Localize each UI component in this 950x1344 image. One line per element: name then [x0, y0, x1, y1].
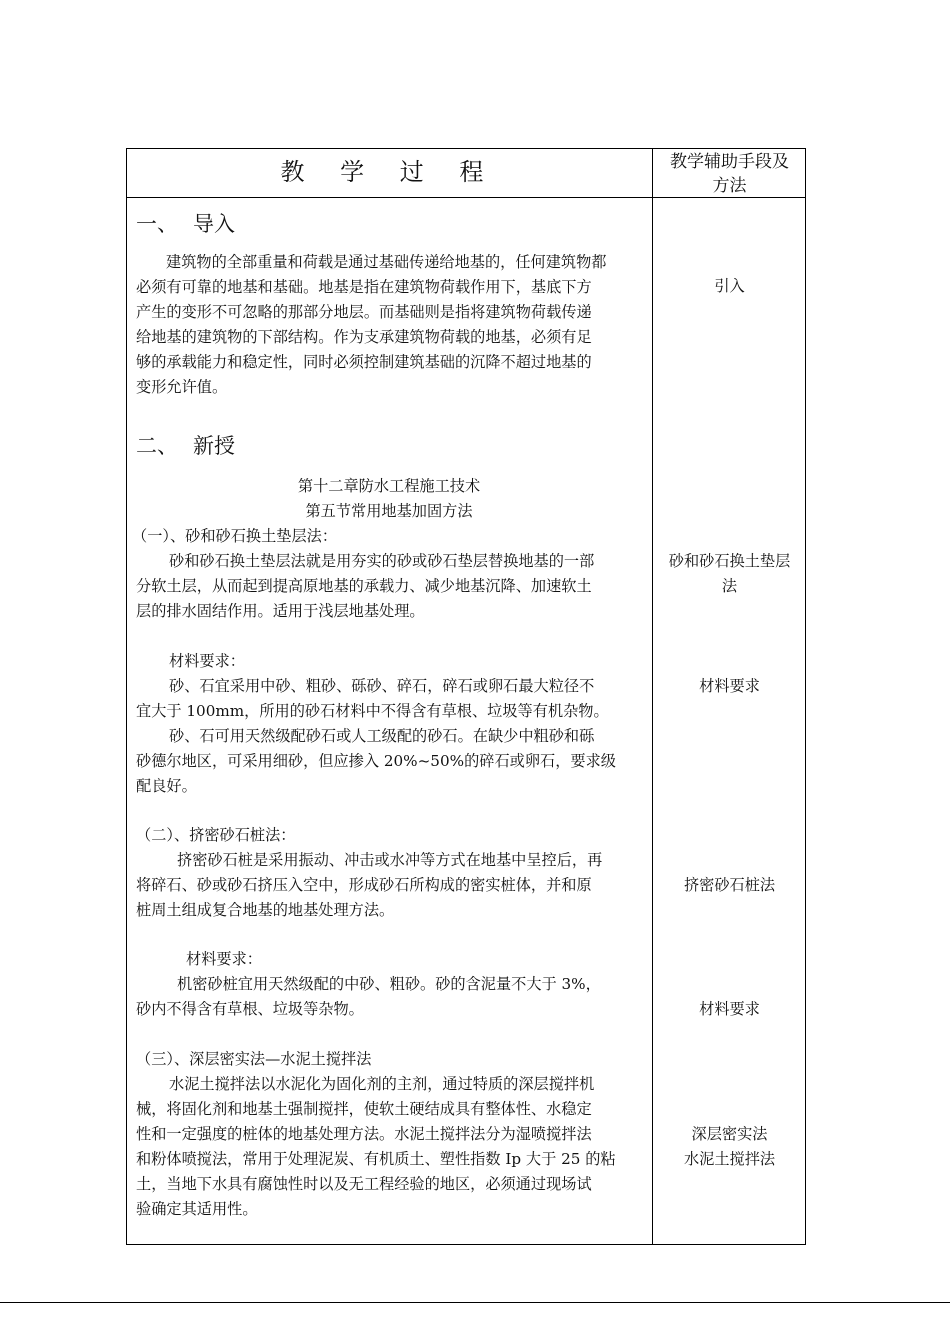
newlesson-heading: 新授	[193, 434, 235, 458]
part3-line: 和粉体喷搅法，常用于处理泥炭、有机质土、塑性指数 Ip 大于 25 的粘	[136, 1150, 616, 1168]
part3-line: 械，将固化剂和地基土强制搅拌，使软土硬结成具有整体性、水稳定	[136, 1100, 592, 1118]
part1-material-line: 砂、石可用天然级配砂石或人工级配的砂石。在缺少中粗砂和砾	[169, 727, 595, 745]
part1-material-title: 材料要求：	[169, 652, 245, 670]
part1-line: 分软土层，从而起到提高原地基的承载力、减少地基沉降、加速软土	[136, 577, 592, 595]
aid-part1-line1: 砂和砂石换土垫层	[668, 552, 791, 570]
part1-material-line: 宜大于 100mm，所用的砂石材料中不得含有草根、垃圾等有机杂物。	[136, 702, 609, 720]
aid-part3-line1: 深层密实法	[691, 1125, 768, 1143]
aid-part2: 挤密砂石桩法	[683, 876, 776, 894]
part1-material-paragraph	[136, 674, 616, 799]
intro-line: 够的承载能力和稳定性，同时必须控制建筑基础的沉降不超过地基的	[136, 353, 592, 371]
part2-paragraph	[136, 848, 602, 923]
part3-line: 土，当地下水具有腐蚀性时以及无工程经验的地区，必须通过现场试	[136, 1175, 592, 1193]
section-title: 第五节常用地基加固方法	[305, 502, 473, 520]
intro-line: 产生的变形不可忽略的那部分地层。而基础则是指将建筑物荷载传递	[136, 303, 592, 321]
header-teaching-aids	[653, 150, 806, 198]
part1-line: 层的排水固结作用。适用于浅层地基处理。	[136, 602, 425, 620]
intro-line: 变形允许值。	[136, 378, 228, 396]
aid-part3-line2: 水泥土搅拌法	[683, 1150, 776, 1168]
aid-part1	[653, 549, 806, 599]
part2-line: 将碎石、砂或砂石挤压入空中，形成砂石所构成的密实桩体，并和原	[136, 876, 592, 894]
part2-line: 桩周土组成复合地基的地基处理方法。	[136, 901, 395, 919]
part2-material-title: 材料要求：	[186, 950, 262, 968]
newlesson-heading-number: 二、	[136, 434, 178, 458]
part3-line: 验确定其适用性。	[136, 1200, 258, 1218]
part1-paragraph	[136, 549, 594, 624]
part1-line: 砂和砂石换土垫层法就是用夯实的砂或砂石垫层替换地基的一部	[169, 552, 595, 570]
intro-line: 建筑物的全部重量和荷载是通过基础传递给地基的，任何建筑物都	[166, 253, 607, 271]
header-teaching-aids-line2: 方法	[712, 176, 747, 196]
aid-intro: 引入	[714, 277, 745, 295]
part3-paragraph	[136, 1072, 616, 1222]
header-teaching-process: 教 学 过 程	[280, 158, 498, 186]
part2-material-line: 机密砂桩宜用天然级配的中砂、粗砂。砂的含泥量不大于 3%，	[177, 975, 601, 993]
intro-heading-number: 一、	[136, 212, 178, 236]
part2-title: （二）、挤密砂石桩法：	[136, 826, 296, 844]
aid-part2-material: 材料要求	[699, 1000, 760, 1018]
aid-part1-material: 材料要求	[699, 677, 760, 695]
chapter-title: 第十二章防水工程施工技术	[297, 477, 481, 495]
part1-material-line: 配良好。	[136, 777, 197, 795]
intro-line: 必须有可靠的地基和基础。地基是指在建筑物荷载作用下，基底下方	[136, 278, 592, 296]
intro-heading: 导入	[193, 212, 235, 236]
header-teaching-aids-line1: 教学辅助手段及	[670, 152, 789, 172]
part2-line: 挤密砂石桩是采用振动、冲击或水冲等方式在地基中呈控后，再	[177, 851, 603, 869]
part2-material-paragraph	[136, 972, 601, 1022]
part3-title: （三）、深层密实法—水泥土搅拌法	[136, 1050, 372, 1068]
aid-part3	[653, 1122, 806, 1172]
intro-paragraph	[136, 250, 606, 400]
part1-material-line: 砂、石宜采用中砂、粗砂、砾砂、碎石，碎石或卵石最大粒径不	[169, 677, 595, 695]
page-bottom-rule	[0, 1302, 950, 1303]
intro-line: 给地基的建筑物的下部结构。作为支承建筑物荷载的地基，必须有足	[136, 328, 592, 346]
aid-part1-line2: 法	[721, 577, 738, 595]
part1-title: （一）、砂和砂石换土垫层法：	[132, 527, 338, 545]
part2-material-line: 砂内不得含有草根、垃圾等杂物。	[136, 1000, 364, 1018]
part1-material-line: 砂德尔地区，可采用细砂，但应掺入 20%~50%的碎石或卵石，要求级	[136, 752, 616, 770]
part3-line: 水泥土搅拌法以水泥化为固化剂的主剂，通过特质的深层搅拌机	[169, 1075, 595, 1093]
part3-line: 性和一定强度的桩体的地基处理方法。水泥土搅拌法分为湿喷搅拌法	[136, 1125, 592, 1143]
